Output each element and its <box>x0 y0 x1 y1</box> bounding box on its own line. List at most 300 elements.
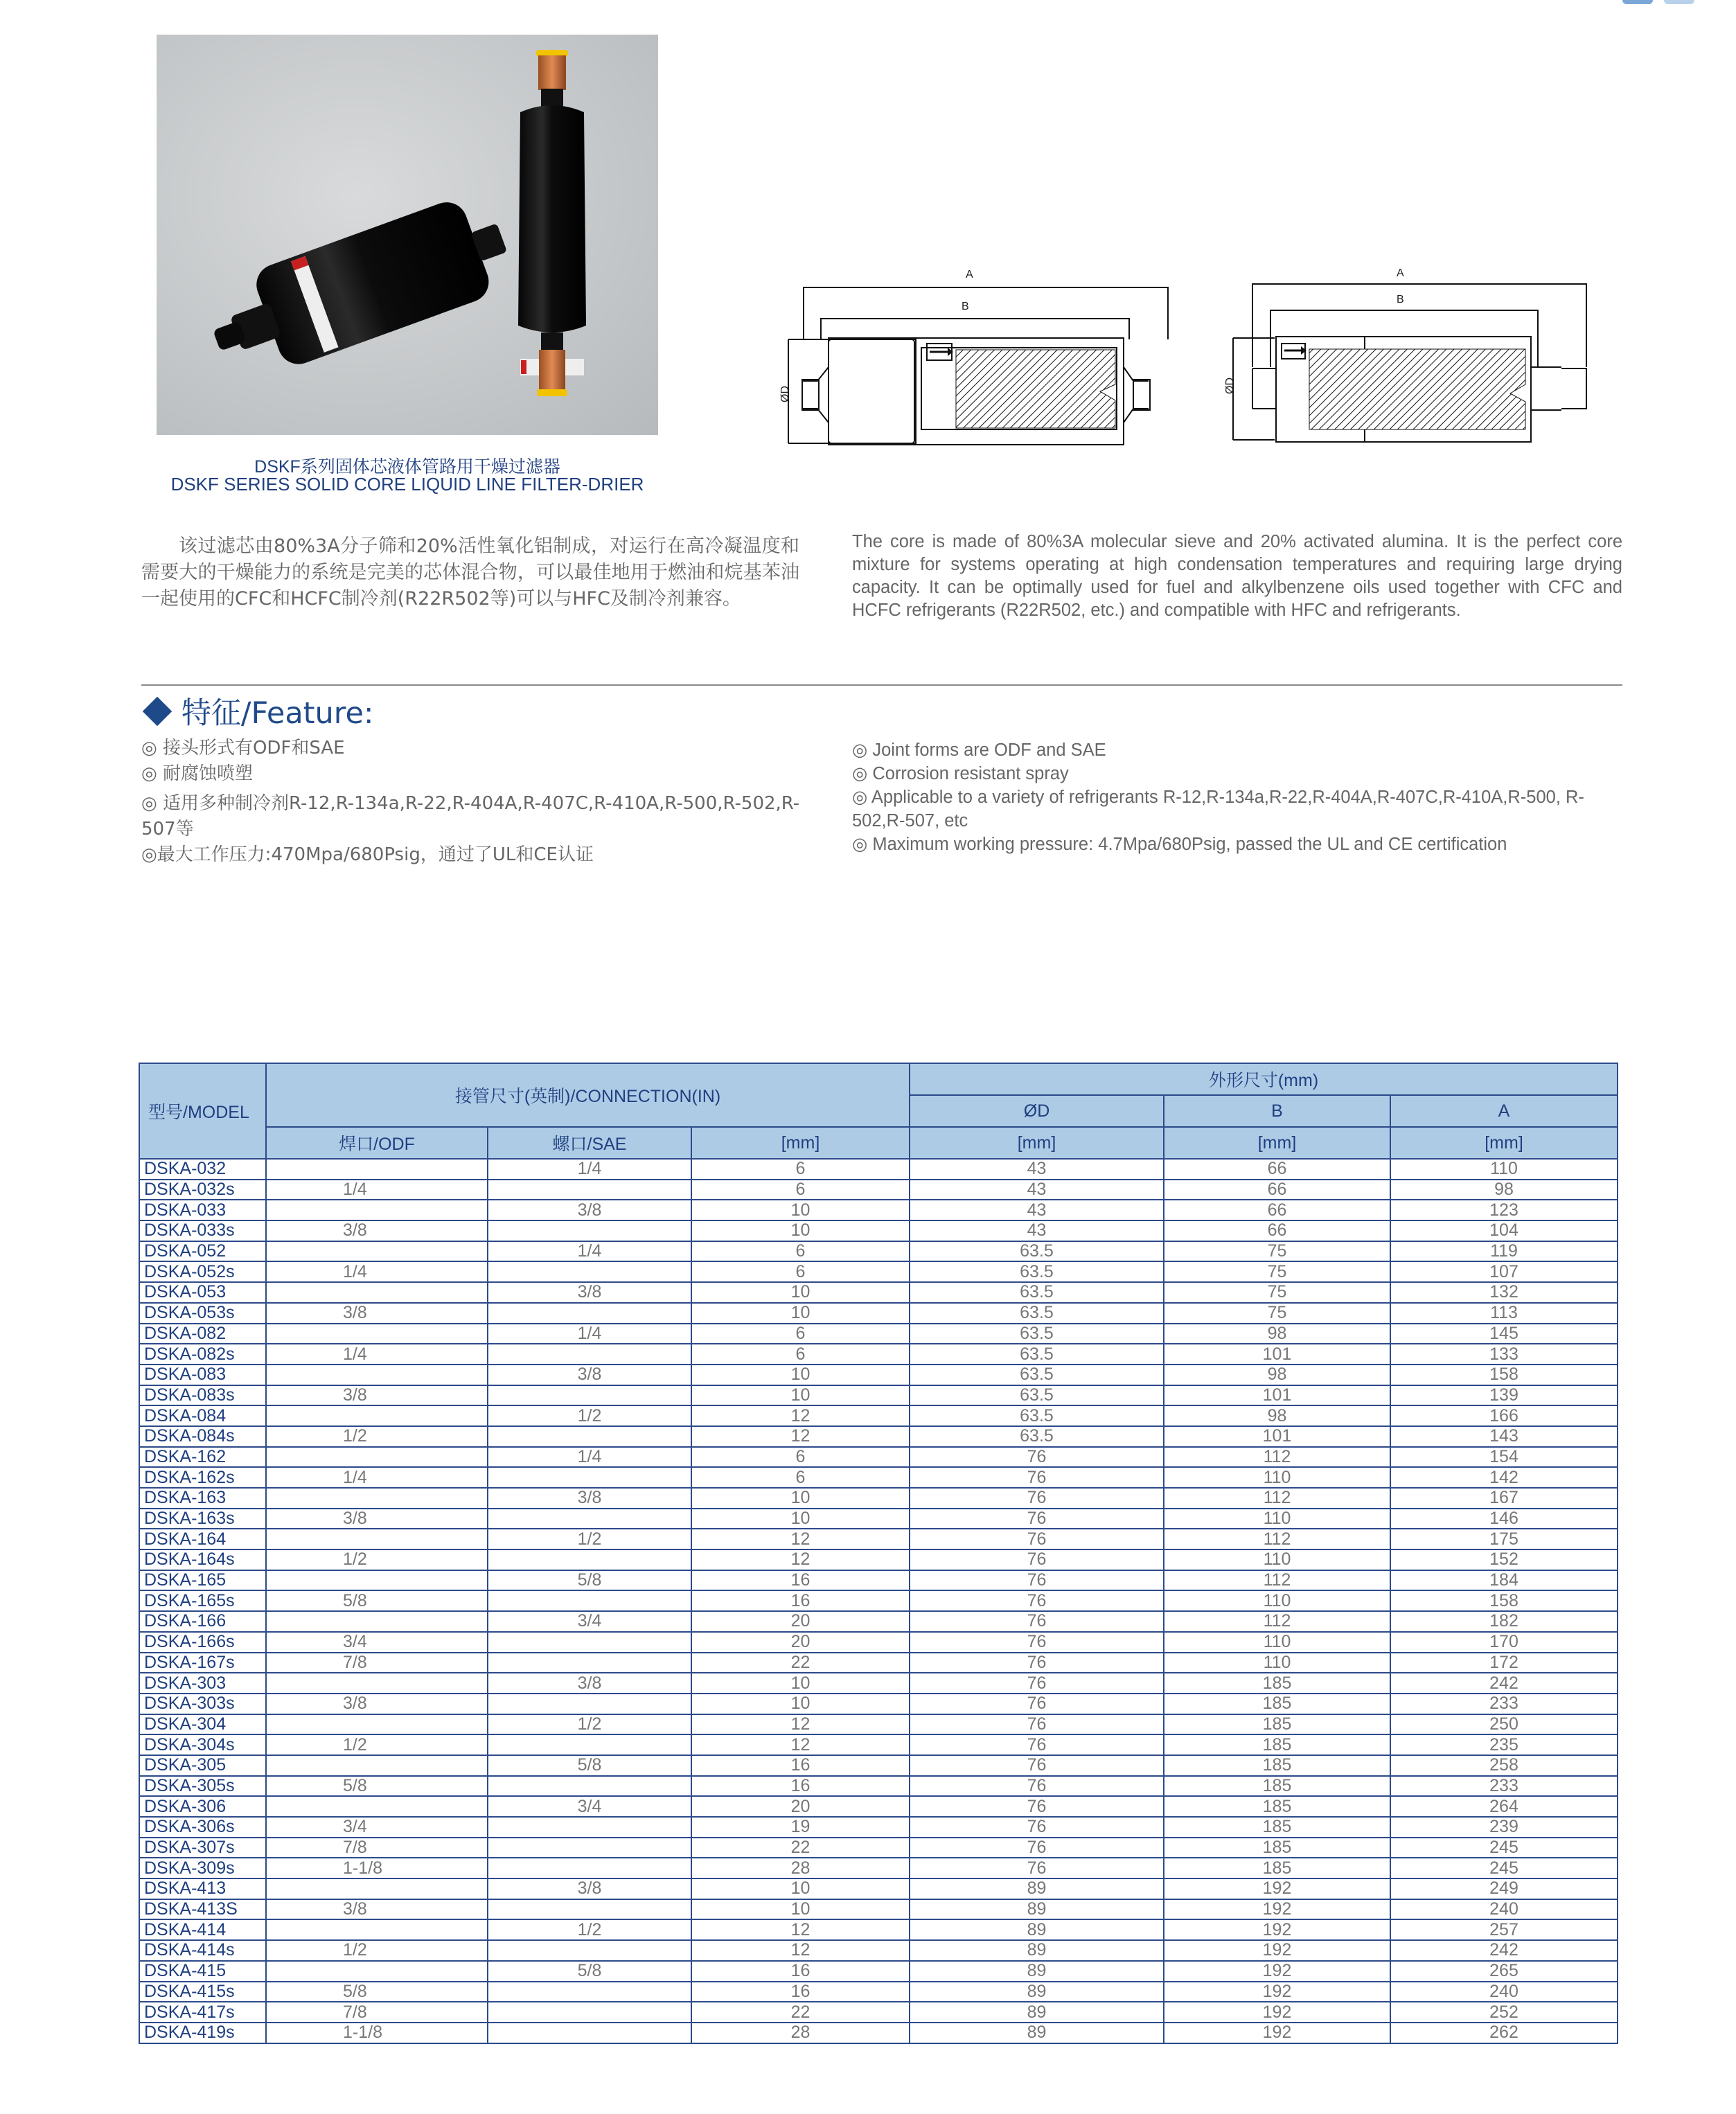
cell-odf <box>266 1282 488 1303</box>
cell-b: 98 <box>1164 1405 1390 1426</box>
cell-d: 76 <box>910 1653 1164 1673</box>
cell-b: 192 <box>1164 1919 1390 1940</box>
table-row <box>139 1899 1618 1920</box>
cell-model: DSKA-419s <box>139 2023 266 2043</box>
cell-b: 112 <box>1164 1488 1390 1509</box>
cell-sae: 3/4 <box>488 1796 691 1817</box>
cell-mm: 10 <box>691 1878 910 1899</box>
cell-d: 76 <box>910 1734 1164 1755</box>
table-row <box>139 1919 1618 1940</box>
cell-mm: 6 <box>691 1344 910 1365</box>
cell-mm: 12 <box>691 1714 910 1735</box>
cell-odf: 3/8 <box>266 1385 488 1406</box>
cell-sae <box>488 1549 691 1570</box>
table-row <box>139 1447 1618 1468</box>
cell-a: 166 <box>1390 1405 1618 1426</box>
cell-sae: 3/8 <box>488 1488 691 1509</box>
cell-mm: 12 <box>691 1734 910 1755</box>
drawing-label-b: B <box>962 301 969 312</box>
cell-sae <box>488 1303 691 1324</box>
table-row <box>139 1282 1618 1303</box>
description-cn: 该过滤芯由80%3A分子筛和20%活性氧化铝制成，对运行在高冷凝温度和需要大的干燥能力的系统是完美的芯体混合物，可以最佳地用于燃油和烷基苯油一起使用的CFC和HCFC制冷剂(R22R502等)可以与HFC及制冷剂兼容。 <box>141 535 799 610</box>
drawing-label-a: A <box>966 269 973 281</box>
cell-odf: 3/4 <box>266 1817 488 1838</box>
cell-mm: 28 <box>691 2023 910 2043</box>
page-tab-marker <box>1664 0 1694 4</box>
cell-odf <box>266 1488 488 1509</box>
cell-b: 185 <box>1164 1694 1390 1714</box>
cell-b: 185 <box>1164 1714 1390 1735</box>
cell-sae <box>488 1632 691 1653</box>
cell-a: 104 <box>1390 1220 1618 1241</box>
table-row <box>139 1878 1618 1899</box>
cell-d: 89 <box>910 1961 1164 1982</box>
cell-b: 98 <box>1164 1365 1390 1385</box>
header-connection: 接管尺寸(英制)/CONNECTION(IN) <box>266 1063 910 1127</box>
cell-mm: 10 <box>691 1220 910 1241</box>
cell-odf <box>266 1365 488 1385</box>
cell-d: 76 <box>910 1673 1164 1694</box>
cell-mm: 10 <box>691 1200 910 1220</box>
product-photo <box>157 35 658 435</box>
cell-mm: 6 <box>691 1180 910 1200</box>
cell-odf: 1/4 <box>266 1180 488 1200</box>
cell-sae <box>488 2023 691 2043</box>
cell-d: 89 <box>910 2002 1164 2023</box>
table-row <box>139 1961 1618 1982</box>
cell-a: 242 <box>1390 1673 1618 1694</box>
cell-model: DSKA-033 <box>139 1200 266 1220</box>
cell-odf: 5/8 <box>266 1982 488 2002</box>
technical-drawing-odf <box>779 263 1171 457</box>
table-row <box>139 1365 1618 1385</box>
cell-a: 133 <box>1390 1344 1618 1365</box>
table-row <box>139 1159 1618 1180</box>
cell-mm: 12 <box>691 1940 910 1961</box>
cell-d: 63.5 <box>910 1282 1164 1303</box>
cell-model: DSKA-167s <box>139 1653 266 1673</box>
cell-a: 262 <box>1390 2023 1618 2043</box>
cell-b: 185 <box>1164 1673 1390 1694</box>
drawing-label-d: ØD <box>1224 378 1236 394</box>
cell-a: 264 <box>1390 1796 1618 1817</box>
cell-model: DSKA-052 <box>139 1241 266 1262</box>
cell-odf: 3/8 <box>266 1303 488 1324</box>
cell-odf <box>266 1324 488 1344</box>
section-divider <box>141 684 1622 686</box>
cell-a: 175 <box>1390 1529 1618 1549</box>
header-mm: [mm] <box>691 1127 910 1159</box>
cell-model: DSKA-033s <box>139 1220 266 1241</box>
feature-item: ◎最大工作压力:470Mpa/680Psig，通过了UL和CE认证 <box>141 844 594 865</box>
cell-a: 132 <box>1390 1282 1618 1303</box>
cell-odf: 1/2 <box>266 1426 488 1447</box>
cell-b: 192 <box>1164 2002 1390 2023</box>
feature-item: ◎ Maximum working pressure: 4.7Mpa/680Psig, passed the UL and CE certification <box>852 835 1507 854</box>
cell-model: DSKA-084s <box>139 1426 266 1447</box>
cell-a: 170 <box>1390 1632 1618 1653</box>
features-title: 特征/Feature: <box>181 696 374 731</box>
cell-d: 89 <box>910 1940 1164 1961</box>
cell-odf: 1/2 <box>266 1940 488 1961</box>
feature-item: ◎ Joint forms are ODF and SAE <box>852 740 1106 760</box>
cell-a: 142 <box>1390 1467 1618 1488</box>
cell-model: DSKA-306s <box>139 1817 266 1838</box>
cell-a: 158 <box>1390 1365 1618 1385</box>
cell-odf: 3/8 <box>266 1899 488 1920</box>
cell-odf <box>266 1159 488 1180</box>
cell-a: 143 <box>1390 1426 1618 1447</box>
product-title-cn: DSKF系列固体芯液体管路用干燥过滤器 <box>254 457 560 477</box>
cell-b: 66 <box>1164 1220 1390 1241</box>
cell-a: 158 <box>1390 1590 1618 1611</box>
cell-sae <box>488 1426 691 1447</box>
table-row <box>139 1940 1618 1961</box>
cell-sae <box>488 1509 691 1529</box>
cell-b: 185 <box>1164 1858 1390 1878</box>
cell-b: 75 <box>1164 1282 1390 1303</box>
cell-d: 63.5 <box>910 1365 1164 1385</box>
cell-b: 185 <box>1164 1817 1390 1838</box>
cell-b: 192 <box>1164 1940 1390 1961</box>
table-row <box>139 1714 1618 1735</box>
cell-b: 98 <box>1164 1324 1390 1344</box>
cell-a: 152 <box>1390 1549 1618 1570</box>
cell-d: 63.5 <box>910 1241 1164 1262</box>
cell-b: 192 <box>1164 1878 1390 1899</box>
specification-table-body <box>139 1159 1618 2043</box>
cell-b: 192 <box>1164 2023 1390 2043</box>
cell-mm: 16 <box>691 1776 910 1797</box>
cell-a: 242 <box>1390 1940 1618 1961</box>
cell-odf <box>266 1796 488 1817</box>
cell-mm: 16 <box>691 1755 910 1776</box>
cell-sae <box>488 1982 691 2002</box>
cell-mm: 12 <box>691 1549 910 1570</box>
cell-odf <box>266 1200 488 1220</box>
header-d-unit: [mm] <box>910 1127 1164 1159</box>
cell-b: 110 <box>1164 1549 1390 1570</box>
cell-odf <box>266 1611 488 1632</box>
cell-b: 101 <box>1164 1344 1390 1365</box>
cell-sae <box>488 1653 691 1673</box>
cell-odf <box>266 1529 488 1549</box>
cell-sae: 3/8 <box>488 1200 691 1220</box>
cell-sae <box>488 2002 691 2023</box>
cell-mm: 12 <box>691 1426 910 1447</box>
cell-model: DSKA-163s <box>139 1509 266 1529</box>
cell-d: 76 <box>910 1590 1164 1611</box>
cell-b: 101 <box>1164 1426 1390 1447</box>
cell-a: 145 <box>1390 1324 1618 1344</box>
table-row <box>139 2023 1618 2043</box>
cell-sae: 3/8 <box>488 1365 691 1385</box>
cell-d: 63.5 <box>910 1324 1164 1344</box>
table-row <box>139 1303 1618 1324</box>
cell-sae: 3/8 <box>488 1878 691 1899</box>
drawing-label-b: B <box>1397 294 1404 305</box>
cell-a: 123 <box>1390 1200 1618 1220</box>
cell-model: DSKA-303s <box>139 1694 266 1714</box>
cell-sae: 1/2 <box>488 1919 691 1940</box>
cell-mm: 10 <box>691 1899 910 1920</box>
cell-model: DSKA-413 <box>139 1878 266 1899</box>
drawing-label-a: A <box>1397 267 1404 279</box>
cell-mm: 22 <box>691 2002 910 2023</box>
header-sae: 螺口/SAE <box>488 1127 691 1159</box>
cell-d: 76 <box>910 1509 1164 1529</box>
table-row <box>139 1982 1618 2002</box>
cell-a: 233 <box>1390 1776 1618 1797</box>
features-list-en <box>852 738 1628 856</box>
cell-b: 110 <box>1164 1467 1390 1488</box>
cell-sae: 1/4 <box>488 1241 691 1262</box>
cell-a: 182 <box>1390 1611 1618 1632</box>
cell-mm: 6 <box>691 1467 910 1488</box>
cell-b: 75 <box>1164 1303 1390 1324</box>
cell-model: DSKA-166 <box>139 1611 266 1632</box>
cell-odf: 1/2 <box>266 1549 488 1570</box>
cell-mm: 16 <box>691 1570 910 1591</box>
table-row <box>139 1426 1618 1447</box>
cell-b: 75 <box>1164 1241 1390 1262</box>
cell-odf <box>266 1961 488 1982</box>
table-row <box>139 1241 1618 1262</box>
cell-odf: 1/4 <box>266 1261 488 1282</box>
cell-mm: 22 <box>691 1653 910 1673</box>
header-model: 型号/MODEL <box>139 1063 266 1159</box>
cell-b: 110 <box>1164 1653 1390 1673</box>
cell-odf: 1-1/8 <box>266 1858 488 1878</box>
cell-d: 76 <box>910 1529 1164 1549</box>
cell-sae: 1/4 <box>488 1447 691 1468</box>
cell-model: DSKA-164s <box>139 1549 266 1570</box>
cell-d: 63.5 <box>910 1261 1164 1282</box>
cell-sae <box>488 1385 691 1406</box>
cell-b: 112 <box>1164 1529 1390 1549</box>
cell-model: DSKA-052s <box>139 1261 266 1282</box>
cell-a: 139 <box>1390 1385 1618 1406</box>
table-row <box>139 1734 1618 1755</box>
cell-b: 185 <box>1164 1755 1390 1776</box>
cell-model: DSKA-162 <box>139 1447 266 1468</box>
table-row <box>139 1180 1618 1200</box>
cell-b: 185 <box>1164 1734 1390 1755</box>
table-row <box>139 1776 1618 1797</box>
cell-b: 192 <box>1164 1899 1390 1920</box>
cell-model: DSKA-083s <box>139 1385 266 1406</box>
cell-a: 245 <box>1390 1858 1618 1878</box>
table-row <box>139 1529 1618 1549</box>
cell-a: 257 <box>1390 1919 1618 1940</box>
cell-a: 235 <box>1390 1734 1618 1755</box>
cell-a: 249 <box>1390 1878 1618 1899</box>
cell-b: 185 <box>1164 1838 1390 1858</box>
cell-model: DSKA-305 <box>139 1755 266 1776</box>
cell-a: 233 <box>1390 1694 1618 1714</box>
cell-b: 75 <box>1164 1261 1390 1282</box>
cell-b: 66 <box>1164 1180 1390 1200</box>
table-row <box>139 1796 1618 1817</box>
table-row <box>139 1611 1618 1632</box>
cell-odf: 7/8 <box>266 2002 488 2023</box>
cell-model: DSKA-053 <box>139 1282 266 1303</box>
cell-d: 76 <box>910 1611 1164 1632</box>
feature-item: ◎ Applicable to a variety of refrigerants R-12,R-134a,R-22,R-404A,R-407C,R-410A,R-500, R-502,R-507, etc <box>852 788 1584 830</box>
cell-sae <box>488 1899 691 1920</box>
cell-d: 76 <box>910 1858 1164 1878</box>
cell-sae: 1/2 <box>488 1529 691 1549</box>
description-en: The core is made of 80%3A molecular sieve and 20% activated alumina. It is the perfect core mixture for systems operating at high condensation temperatures and requiring large drying capacity. It can be optimally used for fuel and alkylbenzene oils used together with CFC and HCFC refrigerants (R22R502, etc.) and compatible with HFC and refrigerants. <box>852 532 1622 620</box>
table-row <box>139 1838 1618 1858</box>
cell-mm: 20 <box>691 1611 910 1632</box>
cell-sae: 3/8 <box>488 1673 691 1694</box>
table-row <box>139 1344 1618 1365</box>
cell-model: DSKA-164 <box>139 1529 266 1549</box>
cell-d: 43 <box>910 1180 1164 1200</box>
cell-model: DSKA-303 <box>139 1673 266 1694</box>
cell-d: 76 <box>910 1838 1164 1858</box>
header-d: ØD <box>910 1095 1164 1127</box>
cell-mm: 12 <box>691 1529 910 1549</box>
cell-model: DSKA-415 <box>139 1961 266 1982</box>
cell-model: DSKA-417s <box>139 2002 266 2023</box>
cell-model: DSKA-306 <box>139 1796 266 1817</box>
cell-odf <box>266 1755 488 1776</box>
cell-d: 76 <box>910 1488 1164 1509</box>
diamond-bullet-icon <box>143 696 172 725</box>
cell-d: 43 <box>910 1200 1164 1220</box>
table-row <box>139 1570 1618 1591</box>
cell-sae: 1/2 <box>488 1405 691 1426</box>
table-row <box>139 1405 1618 1426</box>
cell-model: DSKA-414s <box>139 1940 266 1961</box>
cell-odf: 3/8 <box>266 1509 488 1529</box>
cell-model: DSKA-082 <box>139 1324 266 1344</box>
table-row <box>139 1324 1618 1344</box>
cell-sae: 3/4 <box>488 1611 691 1632</box>
cell-odf <box>266 1241 488 1262</box>
cell-b: 112 <box>1164 1611 1390 1632</box>
header-a-unit: [mm] <box>1390 1127 1618 1159</box>
cell-mm: 6 <box>691 1261 910 1282</box>
cell-d: 76 <box>910 1694 1164 1714</box>
cell-odf: 1-1/8 <box>266 2023 488 2043</box>
cell-odf <box>266 1714 488 1735</box>
cell-model: DSKA-304s <box>139 1734 266 1755</box>
cell-mm: 20 <box>691 1632 910 1653</box>
cell-odf: 1/2 <box>266 1734 488 1755</box>
table-row <box>139 1509 1618 1529</box>
cell-mm: 28 <box>691 1858 910 1878</box>
cell-mm: 10 <box>691 1303 910 1324</box>
cell-mm: 16 <box>691 1982 910 2002</box>
cell-b: 192 <box>1164 1961 1390 1982</box>
cell-odf <box>266 1673 488 1694</box>
cell-mm: 16 <box>691 1590 910 1611</box>
cell-mm: 6 <box>691 1241 910 1262</box>
cell-d: 76 <box>910 1632 1164 1653</box>
cell-odf: 5/8 <box>266 1590 488 1611</box>
cell-b: 66 <box>1164 1200 1390 1220</box>
cell-model: DSKA-413S <box>139 1899 266 1920</box>
table-row <box>139 1632 1618 1653</box>
cell-model: DSKA-082s <box>139 1344 266 1365</box>
cell-b: 66 <box>1164 1159 1390 1180</box>
cell-a: 258 <box>1390 1755 1618 1776</box>
cell-odf <box>266 1405 488 1426</box>
table-row <box>139 1385 1618 1406</box>
cell-sae: 1/4 <box>488 1159 691 1180</box>
cell-b: 101 <box>1164 1385 1390 1406</box>
cell-odf: 3/8 <box>266 1220 488 1241</box>
table-row <box>139 1220 1618 1241</box>
cell-sae <box>488 1220 691 1241</box>
table-row <box>139 1200 1618 1220</box>
cell-d: 76 <box>910 1776 1164 1797</box>
cell-a: 98 <box>1390 1180 1618 1200</box>
cell-mm: 16 <box>691 1961 910 1982</box>
cell-sae: 1/4 <box>488 1324 691 1344</box>
page-tab-marker <box>1622 0 1653 4</box>
cell-a: 239 <box>1390 1817 1618 1838</box>
feature-item: ◎ Corrosion resistant spray <box>852 764 1069 783</box>
cell-sae <box>488 1940 691 1961</box>
cell-d: 76 <box>910 1817 1164 1838</box>
cell-mm: 10 <box>691 1385 910 1406</box>
cell-mm: 6 <box>691 1159 910 1180</box>
cell-d: 63.5 <box>910 1303 1164 1324</box>
table-row <box>139 1549 1618 1570</box>
cell-a: 113 <box>1390 1303 1618 1324</box>
cell-d: 89 <box>910 2023 1164 2043</box>
cell-a: 119 <box>1390 1241 1618 1262</box>
cell-d: 76 <box>910 1796 1164 1817</box>
cell-a: 172 <box>1390 1653 1618 1673</box>
cell-d: 63.5 <box>910 1344 1164 1365</box>
cell-a: 184 <box>1390 1570 1618 1591</box>
cell-a: 107 <box>1390 1261 1618 1282</box>
cell-sae <box>488 1344 691 1365</box>
cell-d: 43 <box>910 1220 1164 1241</box>
cell-mm: 10 <box>691 1673 910 1694</box>
cell-sae <box>488 1467 691 1488</box>
cell-a: 146 <box>1390 1509 1618 1529</box>
cell-model: DSKA-305s <box>139 1776 266 1797</box>
cell-sae <box>488 1694 691 1714</box>
table-row <box>139 1817 1618 1838</box>
cell-b: 185 <box>1164 1776 1390 1797</box>
cell-a: 252 <box>1390 2002 1618 2023</box>
cell-d: 63.5 <box>910 1405 1164 1426</box>
cell-d: 43 <box>910 1159 1164 1180</box>
cell-model: DSKA-309s <box>139 1858 266 1878</box>
cell-mm: 10 <box>691 1509 910 1529</box>
cell-model: DSKA-032 <box>139 1159 266 1180</box>
cell-model: DSKA-162s <box>139 1467 266 1488</box>
table-row <box>139 1673 1618 1694</box>
table-row <box>139 1858 1618 1878</box>
feature-item: ◎ 适用多种制冷剂R-12,R-134a,R-22,R-404A,R-407C,R-410A,R-500,R-502,R-507等 <box>141 793 800 840</box>
cell-d: 63.5 <box>910 1426 1164 1447</box>
cell-sae: 5/8 <box>488 1755 691 1776</box>
cell-mm: 6 <box>691 1447 910 1468</box>
cell-odf: 7/8 <box>266 1653 488 1673</box>
cell-odf <box>266 1878 488 1899</box>
cell-mm: 19 <box>691 1817 910 1838</box>
cell-model: DSKA-414 <box>139 1919 266 1940</box>
feature-item: ◎ 接头形式有ODF和SAE <box>141 738 345 758</box>
